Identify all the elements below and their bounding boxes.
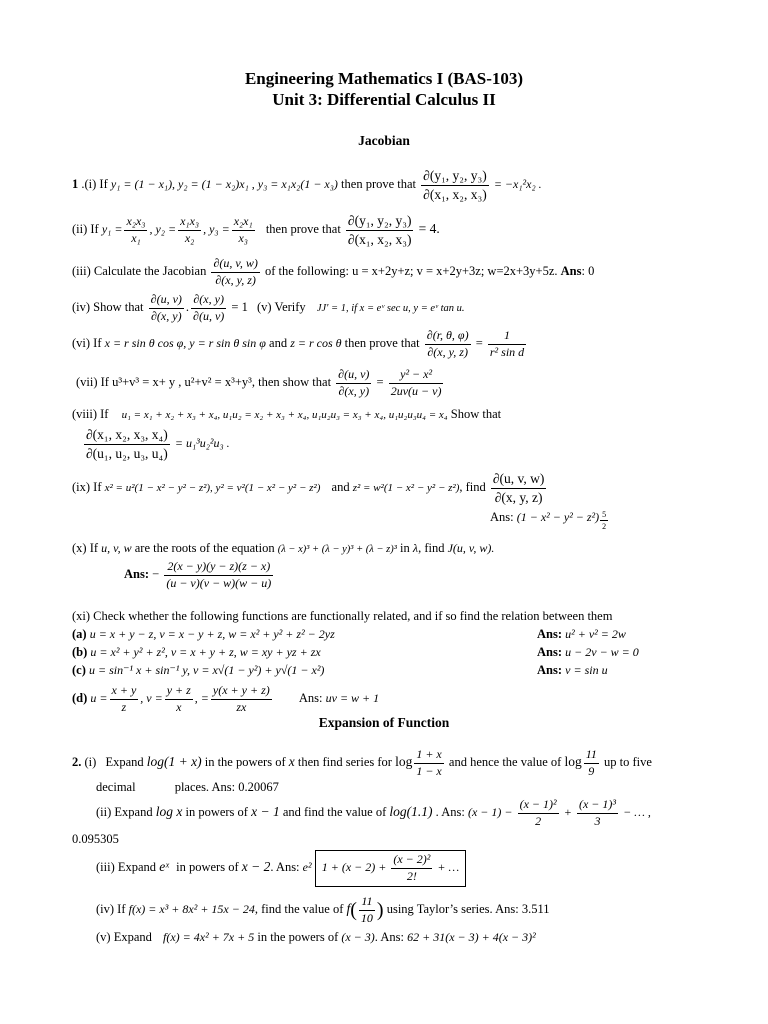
q1-vi-jacobian: $\frac{\partial(r, \theta, \varphi)}{\partial(x, y, z)}$ xyxy=(426,328,469,359)
q1-iii-functions: of the following: u = x+2y+z; v = x+2y+3z; w=2x+3y+5z. xyxy=(264,264,558,279)
q2-iv-answer: using Taylor’s series. Ans: 3.511 xyxy=(386,902,550,917)
q2-number: 2. xyxy=(72,755,82,770)
q2-v-expr: f(x) = 4x² + 7x + 5 xyxy=(163,930,255,944)
q1-ii-tag: (ii) If xyxy=(72,221,99,236)
q1-iii-ans-label: Ans xyxy=(560,264,582,279)
q1-ix-answer xyxy=(490,510,610,531)
q1-vi-text: then prove that xyxy=(344,336,420,351)
q1-iii-text: (iii) Calculate the Jacobian xyxy=(72,264,207,279)
q1-iv: (iv) Show that $\frac{\partial(u, v)}{\partial(x, y)}$ . $\frac{\partial(x, y)}{\partial(u, v)}$ = 1 (v) Verify JJ' = 1, if x = eᵛ sec u, y = eᵛ tan u. xyxy=(72,292,465,323)
q1-xi-d-ans: uv = w + 1 xyxy=(325,691,380,706)
q1-ii-jacobian: $\frac{\text{∂(y₁, y₂, y₃)}}{\text{∂(x₁, x₂, x₃)}}$ xyxy=(347,213,412,247)
q1-ii-y3-frac: $\frac{\text{x₂x₁}}{\text{x₃}}$ xyxy=(233,213,253,245)
q1-i xyxy=(72,168,542,202)
q1-x-text: are the roots of the equation xyxy=(134,541,275,555)
q1-i-given: y₁ = (1 − x₁), y₂ = (1 − x₂)x₁ , y₃ = x₁x₂(1 − x₃) xyxy=(110,176,338,191)
q1-ix-tag: (ix) If xyxy=(72,479,102,494)
q1-x: (x) If u, v, w are the roots of the equation (λ − x)³ + (λ − y)³ + (λ − z)³ in λ, find J(u, v, w). xyxy=(72,541,495,555)
q1-iii-jacobian: $\frac{\partial(u, v, w)}{\partial(x, y, z)}$ xyxy=(213,256,258,287)
q2-iii: (iii) Expand eˣ in powers of x − 2. Ans: e² 1 + (x − 2) + $\frac{\text{(x − 2)²}}{2!}$ + … xyxy=(96,850,466,887)
q1-xi-a-expr: u = x + y − z, v = x − y + z, w = x² + y² + z² − 2yz xyxy=(89,627,335,641)
unit-title: Unit 3: Differential Calculus II xyxy=(272,90,496,109)
q2-i-expr: log(1 + x) xyxy=(146,754,202,770)
section-heading-expansion: Expansion of Function xyxy=(318,715,450,730)
q1-number: 1 xyxy=(72,176,79,191)
q1-ix: (ix) If x² = u²(1 − x² − y² − z²), y² = v²(1 − x² − y² − z²) and z² = w²(1 − x² − y² − z²), find $\frac{\partial(u, v, w)}{\partial(x, y, z)}$ xyxy=(72,471,545,505)
q1-x-ans-label: Ans: xyxy=(124,567,150,582)
q1-vi-expr1: x = r sin θ cos φ, y = r sin θ sin φ xyxy=(104,336,266,351)
q1-iii xyxy=(72,257,594,288)
q2-i-line2: decimal places. Ans: 0.20067 xyxy=(96,780,279,794)
q1-viii-tag: (viii) If xyxy=(72,407,109,421)
q1-v-expr: JJ' = 1, if x = eᵛ sec u, y = eᵛ tan u. xyxy=(316,303,465,315)
q2-i-value-frac: $\frac{11}{9}$ xyxy=(585,747,597,778)
q1-ix-jacobian: $\frac{\partial(u, v, w)}{\partial(x, y, z)}$ xyxy=(492,471,545,505)
q1-vii-jacobian: $\frac{\partial(u, v)}{\partial(x, y)}$ xyxy=(338,367,370,398)
q1-iv-rhs: = 1 xyxy=(231,300,248,315)
q1-i-text: then prove that xyxy=(341,176,417,191)
q1-xi-c: (c) u = sin⁻¹ x + sin⁻¹ y, v = x√(1 − y²) + y√(1 − x²) xyxy=(72,663,325,677)
q1-vi-rhs: $\frac{1}{\text{r² sin d}}$ xyxy=(489,328,525,359)
q2-i-series-frac: $\frac{1 + x}{1 - x}$ xyxy=(416,747,442,778)
q1-i-jacobian: $\frac{\text{∂(y₁, y₂, y₃)}}{\text{∂(x₁, x₂, x₃)}}$ xyxy=(423,168,487,202)
q1-xi-c-expr: u = sin⁻¹ x + sin⁻¹ y, v = x√(1 − y²) + y√(1 − x²) xyxy=(89,663,325,677)
q1-xi-a-answer: Ans: u² + v² = 2w xyxy=(537,627,626,641)
q1-vii: (vii) If u³+v³ = x+ y , u²+v² = x³+y³, then show that $\frac{\partial(u, v)}{\partial(x, y)}$ = $\frac{\text{y² − x²}}{2uv(u - v)}$ xyxy=(76,367,442,398)
doc-title: Engineering Mathematics I (BAS-103) xyxy=(244,69,524,88)
q1-vi: (vi) If x = r sin θ cos φ, y = r sin θ sin φ and z = r cos θ then prove that $\frac{\partial(r, \theta, \varphi)}{\partial(x, y, z)}$ = $\frac{1}{\text{r² sin d}}$ xyxy=(72,328,525,359)
q2-v-answer: 62 + 31(x − 3) + 4(x − 3)² xyxy=(407,930,536,944)
q1-xi-b: (b) u = x² + y² + z², v = x + y + z, w = xy + yz + zx xyxy=(72,645,321,659)
q1-ii-y1-frac: $\frac{\text{x₂x₃}}{\text{x₁}}$ xyxy=(126,213,146,245)
q2-ii-value: 0.095305 xyxy=(72,832,119,846)
q1-vii-text: (vii) If u³+v³ = x+ y , u²+v² = x³+y³, then show that xyxy=(76,375,332,390)
q1-xi-b-expr: u = x² + y² + z², v = x + y + z, w = xy + yz + zx xyxy=(90,645,321,659)
q1-vi-expr2: z = r cos θ xyxy=(290,336,342,351)
q1-vi-tag: (vi) If xyxy=(72,336,102,351)
q1-xi-d: (d) u = $\frac{x + y}{z}$ , v = $\frac{y + z}{x}$ , = $\frac{y(x + y + z)}{zx}$ Ans: uv = w + 1 xyxy=(72,683,380,714)
q1-v-text: (v) Verify xyxy=(256,300,306,315)
q2-iv: (iv) If f(x) = x³ + 8x² + 15x − 24, find the value of f( $\frac{11}{10}$ ) using Taylor’s series. Ans: 3.511 xyxy=(96,894,550,925)
q1-viii xyxy=(72,407,501,422)
q1-viii-result xyxy=(82,427,230,461)
q1-ii-text: then prove that xyxy=(265,221,341,236)
q1-x-equation: (λ − x)³ + (λ − y)³ + (λ − z)³ xyxy=(277,544,397,555)
q2-v: (v) Expand f(x) = 4x² + 7x + 5 in the powers of (x − 3). Ans: 62 + 31(x − 3) + 4(x − 3)² xyxy=(96,930,536,944)
q1-ii-rhs: = 4. xyxy=(418,220,440,236)
q1-ix-expr2: z² = w²(1 − x² − y² − z²) xyxy=(352,481,460,494)
q1-vii-rhs: $\frac{\text{y² − x²}}{2uv(u - v)}$ xyxy=(390,367,442,398)
q1-viii-expr: u₁ = x₁ + x₂ + x₃ + x₄, u₁u₂ = x₂ + x₃ + x₄, u₁u₂u₃ = x₃ + x₄, u₁u₂u₃u₄ = x₄ xyxy=(121,409,448,421)
q1-iv-frac2: $\frac{\partial(x, y)}{\partial(u, v)}$ xyxy=(193,292,225,323)
section-heading-jacobian: Jacobian xyxy=(358,133,410,148)
q1-x-target: J(u, v, w). xyxy=(447,541,495,555)
q1-ii-y2-frac: $\frac{\text{x₁x₃}}{\text{x₂}}$ xyxy=(180,213,200,245)
q1-xi-intro: (xi) Check whether the following functions are functionally related, and if so find the relation between them xyxy=(72,609,613,623)
q1-x-tag: (x) If xyxy=(72,541,99,555)
q1-ix-ans-label: Ans: xyxy=(490,510,514,524)
q1-x-vars: u, v, w xyxy=(101,541,132,555)
q2-ii: (ii) Expand log x in powers of x − 1 and find the value of log(1.1) . Ans: (x − 1) − $\frac{\text{(x − 1)²}}{2}$ + $\frac{\text{(x − 1)³}}{3}$ − … , xyxy=(96,797,651,828)
q2-i-answer: places. Ans: 0.20067 xyxy=(174,780,279,794)
q1-ii xyxy=(72,213,440,247)
q1-i-rhs: = −x₁²x₂ . xyxy=(493,176,542,191)
q2-iv-expr: f(x) = x³ + 8x² + 15x − 24 xyxy=(128,902,255,917)
q1-x-ans: $\frac{2(x - y)(y - z)(z - x)}{(u - v)(v - w)(w - u)}$ xyxy=(166,559,272,590)
q1-xi-a: (a) u = x + y − z, v = x − y + z, w = x² + y² + z² − 2yz xyxy=(72,627,335,641)
q1-ii-y1: y₁ = xyxy=(101,221,123,236)
q2-ii-series: (x − 1) − xyxy=(467,805,513,820)
q1-xi-d-ans-label: Ans: xyxy=(298,691,323,706)
q1-viii-text: Show that xyxy=(450,407,502,421)
q1-xi-b-answer: Ans: u − 2v − w = 0 xyxy=(537,645,639,659)
q1-ii-y3: , y₃ = xyxy=(203,221,230,236)
q1-iv-text: (iv) Show that xyxy=(72,300,144,315)
q1-xi-c-answer: Ans: v = sin u xyxy=(537,663,608,677)
q1-ii-y2: , y₂ = xyxy=(149,221,177,236)
q1-iii-ans: : 0 xyxy=(581,264,595,279)
q1-viii-rhs: = u₁³u₂²u₃ . xyxy=(174,435,230,450)
q1-ix-expr1: x² = u²(1 − x² − y² − z²), y² = v²(1 − x² − y² − z²) xyxy=(104,481,321,494)
q1-i-tag: .(i) If xyxy=(81,176,108,191)
q2-i: 2. (i) Expand log(1 + x) in the powers of x then find series for log $\frac{1 + x}{1 - x}$ and hence the value of log $\frac{11}{9}$ up to five xyxy=(72,747,652,778)
q1-iv-frac1: $\frac{\partial(u, v)}{\partial(x, y)}$ xyxy=(150,292,182,323)
q1-x-answer: Ans: − $\frac{2(x - y)(y - z)(z - x)}{(u - v)(v - w)(w - u)}$ xyxy=(124,559,272,590)
q2-iii-bracket: 1 + (x − 2) + $\frac{\text{(x − 2)²}}{2!}$ + … xyxy=(315,850,466,887)
q1-viii-jacobian: $\frac{\text{∂(x₁, x₂, x₃, x₄)}}{\text{∂(u₁, u₂, u₃, u₄)}}$ xyxy=(86,427,168,461)
q1-ix-ans: (1 − x² − y² − z²) xyxy=(516,510,600,524)
q1-ix-ans-exponent: $\frac{5}{2}$ xyxy=(602,510,607,532)
